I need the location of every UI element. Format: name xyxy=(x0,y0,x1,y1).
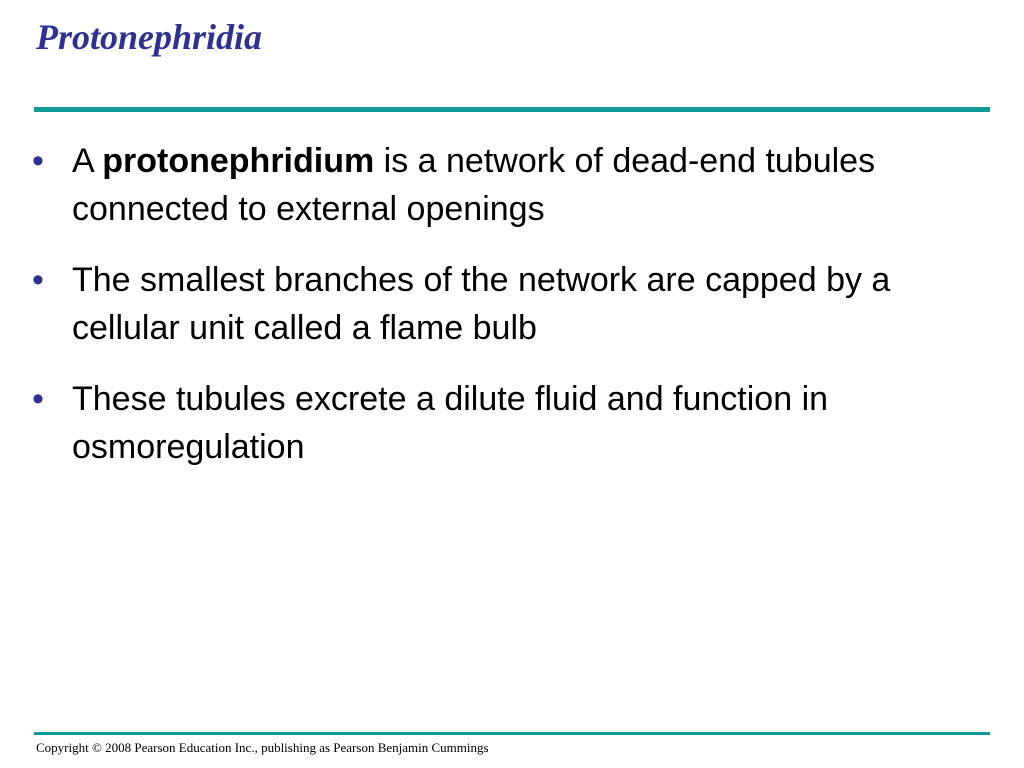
bullet-icon: • xyxy=(32,261,44,299)
bullet-icon: • xyxy=(32,142,44,180)
footer-divider xyxy=(34,732,990,735)
bullet-item xyxy=(0,375,1024,471)
slide-title: Protonephridia xyxy=(36,17,263,57)
bullet-text-tail: is a network of dead-end tubules connected to external openings xyxy=(72,142,876,228)
copyright-footer: Copyright © 2008 Pearson Education Inc., publishing as Pearson Benjamin Cummings xyxy=(36,740,489,755)
bullet-item xyxy=(0,256,1024,352)
title-divider xyxy=(34,107,990,112)
bullet-text-lead: A xyxy=(72,142,103,180)
bullet-item xyxy=(0,137,1024,233)
bullet-text: These tubules excrete a dilute fluid and function in osmoregulation xyxy=(72,380,829,466)
bullet-text: The smallest branches of the network are capped by a cellular unit called a flame bulb xyxy=(72,261,891,347)
bullet-icon: • xyxy=(32,380,44,418)
bold-term: protonephridium xyxy=(102,142,375,180)
bullet-list xyxy=(0,137,1024,494)
